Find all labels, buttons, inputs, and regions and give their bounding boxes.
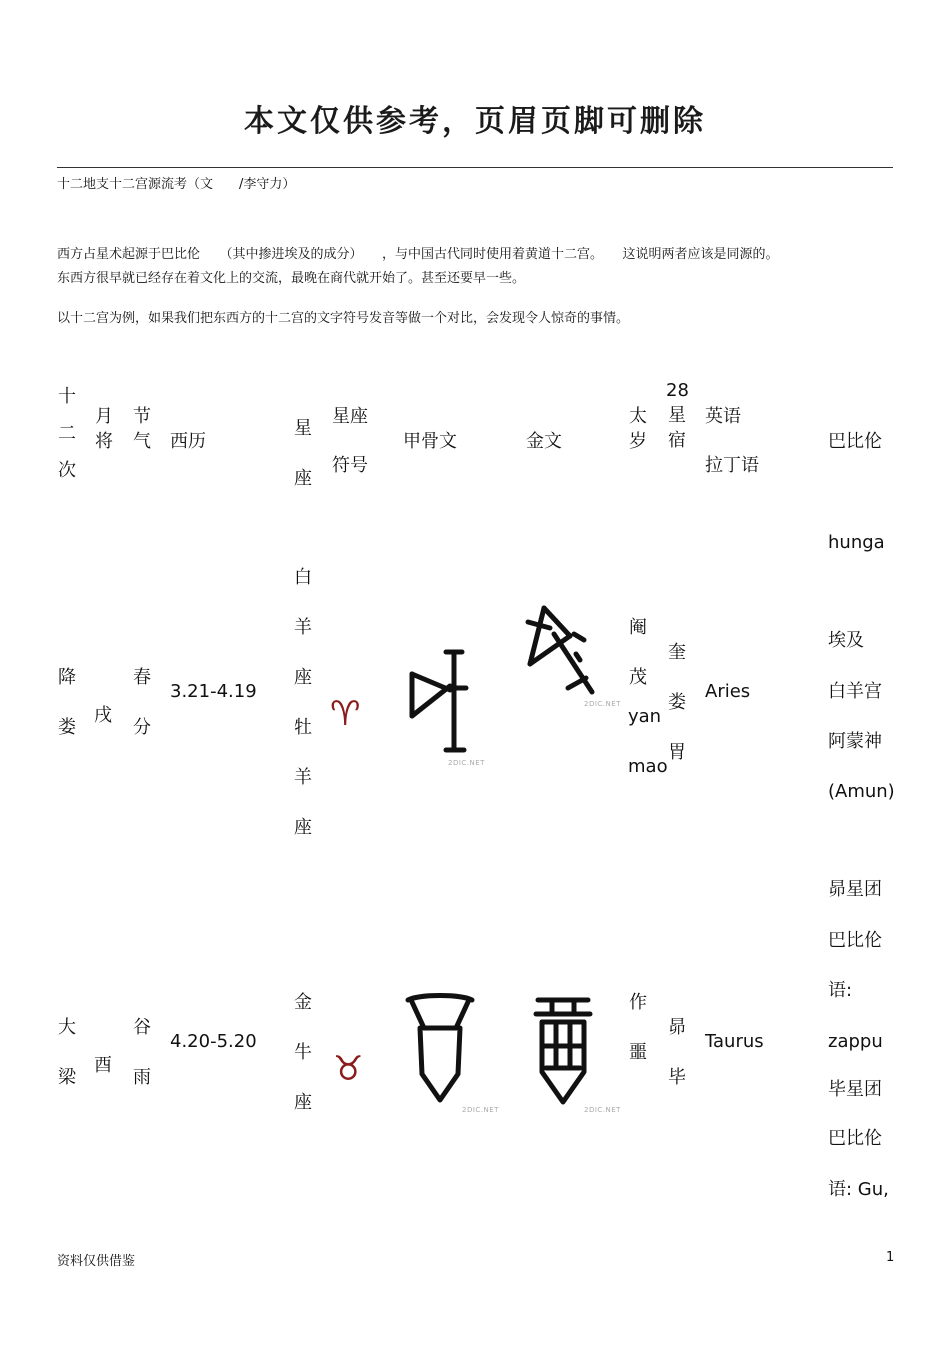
row-taisui-pinyin-1: yan	[628, 706, 662, 727]
row-babylon-line: 巴比伦	[828, 1128, 882, 1149]
row-ci: 大梁	[58, 1017, 76, 1088]
document-title: 十二地支十二宫源流考（文 /李守力）	[57, 177, 296, 192]
bronze-inscription-glyph	[520, 598, 610, 708]
header-english-line-2: 拉丁语	[705, 455, 759, 476]
row-jieqi: 春分	[133, 667, 151, 738]
header-jieqi: 节气	[133, 406, 151, 452]
row-babylon-line: 阿蒙神	[828, 731, 882, 752]
row-babylon-line: hunga	[828, 532, 885, 553]
row-xili: 4.20-5.20	[170, 1031, 257, 1052]
row-babylon-line: (Amun)	[828, 781, 895, 802]
header-symbol-line-1: 星座	[332, 406, 368, 427]
row-taisui: 阉茂	[629, 617, 647, 688]
row-babylon-line: 语:	[828, 980, 853, 1001]
row-babylon-line: 白羊宫	[828, 681, 882, 702]
header-shierci: 十二次	[58, 386, 76, 481]
header-english-line-1: 英语	[705, 406, 741, 427]
page-banner: 本文仅供参考，页眉页脚可删除	[244, 104, 706, 139]
bronze-inscription-glyph	[528, 992, 598, 1112]
glyph-watermark: 2DIC.NET	[584, 1106, 621, 1114]
row-babylon-line: 毕星团	[828, 1079, 882, 1100]
oracle-bone-glyph	[400, 990, 480, 1110]
header-taisui: 太岁	[629, 406, 647, 452]
aries-icon: ♈	[330, 694, 361, 734]
header-28-xiu: 28星宿	[666, 380, 689, 451]
row-yuejiang: 戌	[94, 705, 112, 726]
row-yuejiang: 酉	[94, 1055, 112, 1076]
row-xiu: 昴毕	[668, 1017, 686, 1088]
row-babylon-line: zappu	[828, 1031, 883, 1052]
intro-paragraph-1-line-1: 西方占星术起源于巴比伦 （其中掺进埃及的成分） ，与中国古代同时使用着黄道十二宫。 这说明两者应该是同源的。	[57, 247, 779, 262]
glyph-watermark: 2DIC.NET	[462, 1106, 499, 1114]
header-jiaguwen: 甲骨文	[403, 431, 457, 452]
header-babylon: 巴比伦	[828, 431, 882, 452]
row-babylon-line: 巴比伦	[828, 930, 882, 951]
glyph-watermark: 2DIC.NET	[584, 700, 621, 708]
header-symbol-line-2: 符号	[332, 455, 368, 476]
oracle-bone-glyph	[400, 640, 480, 760]
row-xingzuo: 白羊座牡羊座	[294, 567, 312, 838]
header-divider	[57, 167, 893, 168]
row-babylon-line: 埃及	[828, 630, 864, 651]
row-xiu: 奎娄胃	[668, 642, 686, 763]
row-ci: 降娄	[58, 667, 76, 738]
intro-paragraph-1-line-2: 东西方很早就已经存在着文化上的交流，最晚在商代就开始了。甚至还要早一些。	[57, 271, 526, 286]
taurus-icon: ♉	[333, 1049, 364, 1089]
header-xili: 西历	[170, 431, 206, 452]
row-taisui: 作噩	[629, 992, 647, 1063]
row-english: Aries	[705, 681, 751, 702]
header-xingzuo: 星座	[294, 418, 312, 489]
row-babylon-line: 语: Gu,	[828, 1179, 889, 1200]
glyph-watermark: 2DIC.NET	[448, 759, 485, 767]
footer-note: 资料仅供借鉴	[57, 1254, 136, 1269]
row-taisui-pinyin-2: mao	[628, 756, 668, 777]
intro-paragraph-2: 以十二宫为例，如果我们把东西方的十二宫的文字符号发音等做一个对比，会发现令人惊奇的事情。	[57, 311, 630, 326]
page-number: 1	[886, 1250, 895, 1265]
header-jinwen: 金文	[526, 431, 562, 452]
row-jieqi: 谷雨	[133, 1017, 151, 1088]
row-babylon-line: 昴星团	[828, 879, 882, 900]
header-yuejiang: 月将	[95, 406, 113, 452]
row-xili: 3.21-4.19	[170, 681, 257, 702]
row-english: Taurus	[705, 1031, 764, 1052]
row-xingzuo: 金牛座	[294, 992, 312, 1113]
